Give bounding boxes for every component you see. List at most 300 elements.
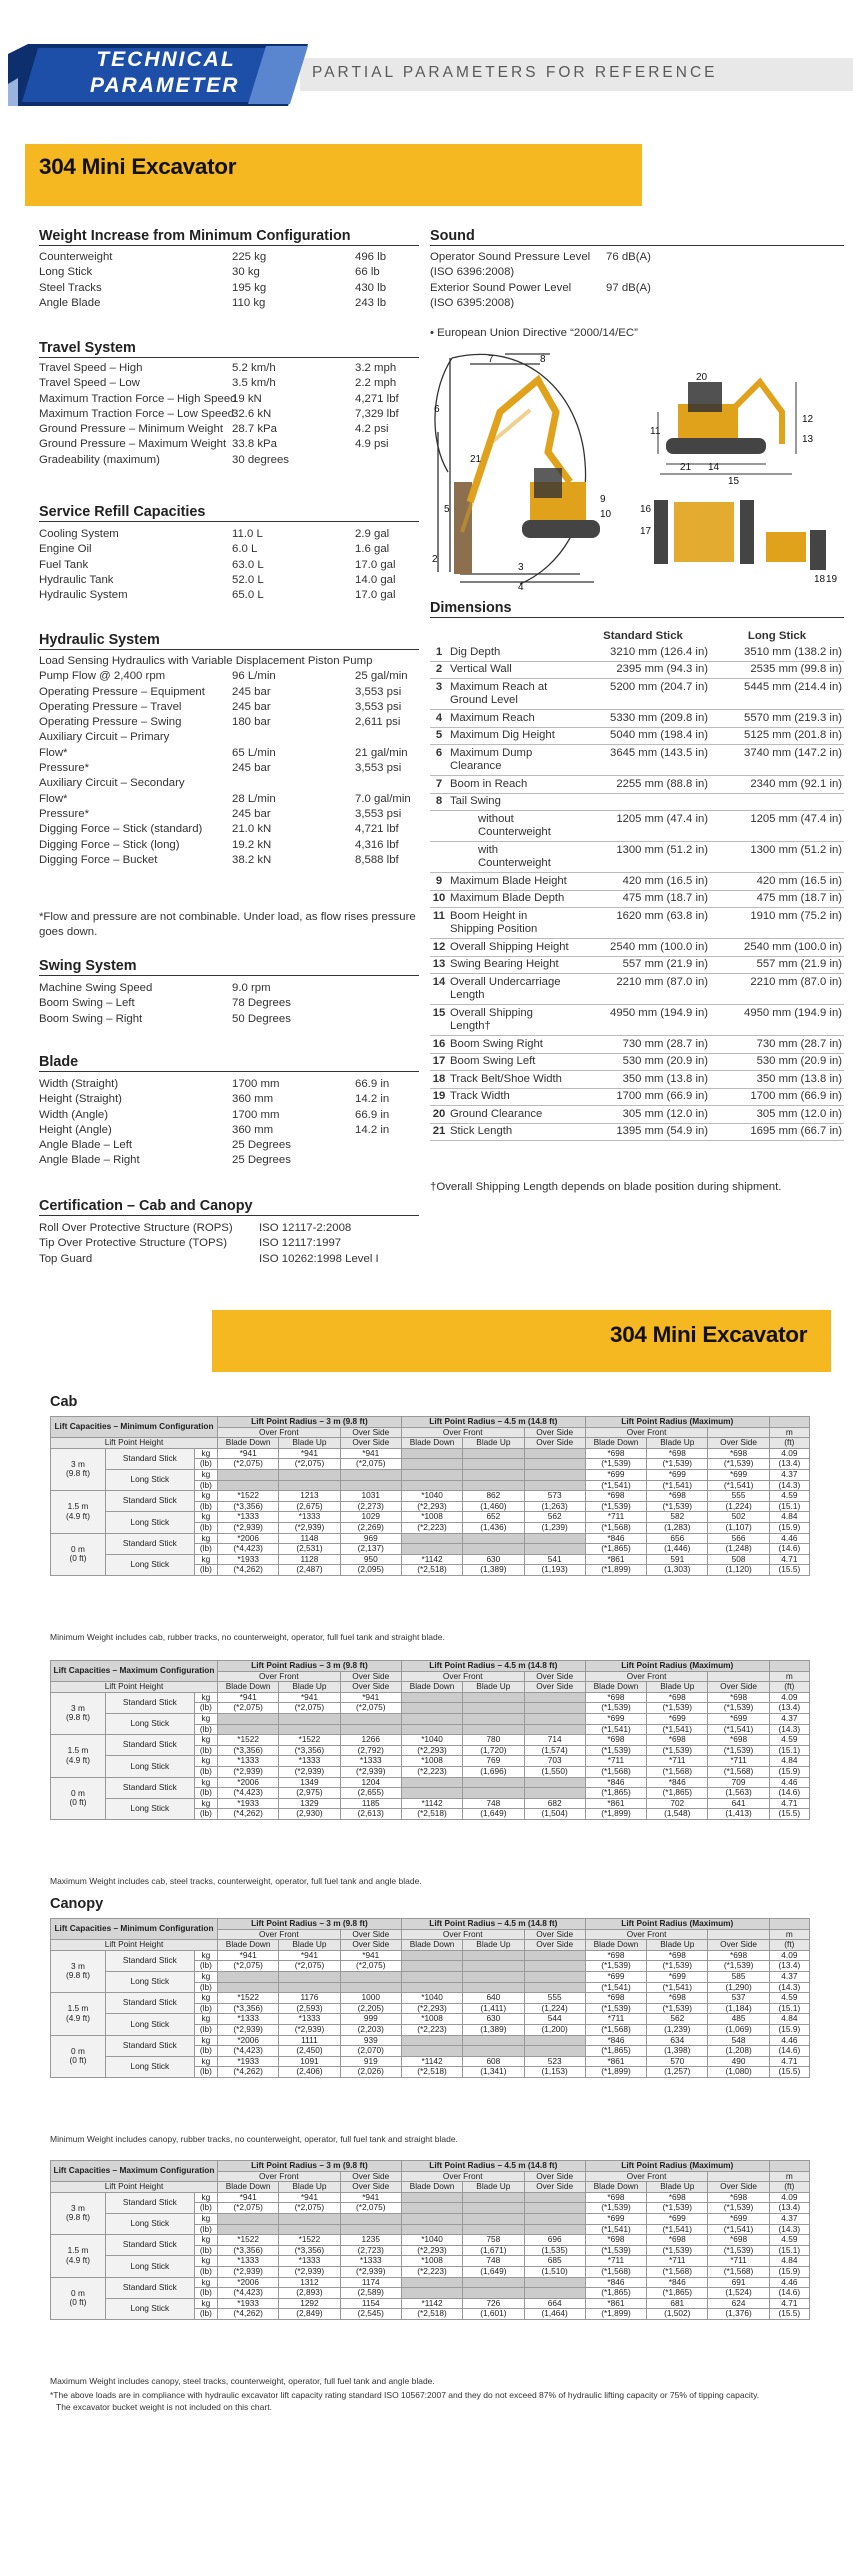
- reach-ft: (13.4): [769, 1961, 809, 1972]
- lift-value: (2,406): [279, 2067, 340, 2078]
- lift-value: *711: [647, 1756, 708, 1767]
- spec-value: 17.0 gal: [355, 558, 396, 571]
- spec-value: 243 lb: [355, 296, 387, 309]
- lift-value: (*4,262): [218, 2067, 279, 2078]
- lift-value: [463, 1971, 524, 1982]
- lift-value: 1000: [340, 1993, 401, 2004]
- lift-value: [463, 1950, 524, 1961]
- lift-value: *698: [708, 2192, 769, 2203]
- diagram-label: 4: [518, 582, 524, 593]
- reach-ft: (14.6): [769, 1788, 809, 1799]
- lift-value: *2006: [218, 1533, 279, 1544]
- travel-row: [39, 361, 419, 376]
- dim-value: 420 mm (16.5 in): [710, 873, 844, 891]
- spec-value: [372, 654, 403, 669]
- lift-value: [524, 1459, 585, 1470]
- dimension-row: [430, 776, 844, 794]
- stick-label: Long Stick: [105, 2056, 194, 2077]
- lift-value: (*1,865): [585, 2046, 646, 2057]
- lift-value: (*2,518): [401, 1809, 462, 1820]
- hydraulic-row: [39, 761, 419, 776]
- spec-value: 1.6 gal: [355, 543, 390, 556]
- dim-number: 19: [430, 1088, 448, 1106]
- lift-value: (2,531): [279, 1544, 340, 1555]
- lift-value: 585: [708, 1971, 769, 1982]
- dim-value: 5200 mm (204.7 in): [576, 679, 710, 710]
- lift-value: [401, 1777, 462, 1788]
- over-side-header: Over Side: [524, 2171, 585, 2182]
- reach-m: 4.46: [769, 1777, 809, 1788]
- lift-value: *698: [647, 1735, 708, 1746]
- lift-value: [401, 1950, 462, 1961]
- spec-label: Steel Tracks: [39, 281, 102, 294]
- spec-value: ISO 12117:1997: [259, 1237, 342, 1250]
- lift-value: (1,290): [708, 1982, 769, 1993]
- lift-value: [463, 2288, 524, 2299]
- spec-value: 3.2 mph: [355, 362, 397, 374]
- lift-value: [463, 1982, 524, 1993]
- lift-value: *1522: [218, 1491, 279, 1502]
- lift-value: (*1,541): [647, 1480, 708, 1491]
- lift-value: (2,137): [340, 1544, 401, 1555]
- lift-value: [218, 2224, 279, 2235]
- lift-value: (*1,539): [647, 1745, 708, 1756]
- unit-kg: kg: [194, 1512, 217, 1523]
- dim-value: 2210 mm (87.0 in): [710, 974, 844, 1005]
- lift-value: *1040: [401, 1735, 462, 1746]
- lift-value: [463, 1480, 524, 1491]
- cert-row: [39, 1252, 419, 1267]
- spec-value: 195 kg: [232, 281, 267, 294]
- dimensions-heading: Dimensions: [430, 600, 844, 618]
- reach-m: 4.84: [769, 2256, 809, 2267]
- dim-value: 2540 mm (100.0 in): [710, 939, 844, 957]
- blade-down-header: Blade Down: [585, 1438, 646, 1449]
- spec-value: 17.0 gal: [355, 589, 396, 602]
- lift-value: (*1,865): [585, 1544, 646, 1555]
- unit-kg: kg: [194, 1469, 217, 1480]
- lift-value: (*1,539): [647, 1703, 708, 1714]
- lift-value: 1174: [340, 2277, 401, 2288]
- lift-value: *699: [647, 2213, 708, 2224]
- over-side-header: [708, 1427, 769, 1438]
- spec-value: 110 kg: [232, 296, 266, 309]
- lift-value: (*2,075): [218, 2203, 279, 2214]
- lift-value: (2,203): [340, 2024, 401, 2035]
- lift-value: (1,208): [708, 2046, 769, 2057]
- lift-cell: [769, 1417, 809, 1428]
- lift-value: 485: [708, 2014, 769, 2025]
- lift-value: (2,095): [340, 1565, 401, 1576]
- stick-label: Long Stick: [105, 1798, 194, 1819]
- lift-value: (*2,223): [401, 1522, 462, 1533]
- spec-label: Pressure*: [39, 762, 90, 775]
- spec-label: Machine Swing Speed: [39, 982, 153, 994]
- lift-value: 939: [340, 2035, 401, 2046]
- table-row: [51, 1756, 810, 1767]
- over-side-header: Over Side: [708, 1438, 769, 1449]
- lift-value: (*4,423): [218, 2288, 279, 2299]
- lift-value: (2,723): [340, 2245, 401, 2256]
- lift-value: (1,283): [647, 1522, 708, 1533]
- lift-value: (*1,539): [585, 2003, 646, 2014]
- lift-height-value: (9.8 ft): [65, 1712, 90, 1723]
- lift-value: [463, 1961, 524, 1972]
- lift-value: [279, 1982, 340, 1993]
- sound-row: [430, 281, 844, 296]
- spec-value: 14.0 gal: [355, 573, 396, 586]
- lift-value: (1,069): [708, 2024, 769, 2035]
- stick-label: Long Stick: [105, 1512, 194, 1533]
- blade-row: [39, 1153, 419, 1168]
- unit-kg: kg: [194, 2213, 217, 2224]
- lift-radius-header: Lift Point Radius – 4.5 m (14.8 ft): [401, 1661, 585, 1672]
- dimensions-note: †Overall Shipping Length depends on blade position during shipment.: [430, 1181, 782, 1193]
- lift-value: [218, 1724, 279, 1735]
- reach-ft: (15.9): [769, 2024, 809, 2035]
- lift-value: *1333: [218, 2256, 279, 2267]
- diagram-label: 6: [434, 404, 440, 415]
- spec-label: Width (Straight): [39, 1078, 119, 1090]
- over-side-header: Over Side: [708, 1940, 769, 1951]
- lift-value: *699: [647, 1713, 708, 1724]
- reach-m: 4.71: [769, 1798, 809, 1809]
- lift-footnote: *The above loads are in compliance with hydraulic excavator lift capacity rating standard ISO 10567:2007 and they do not exceed 87% of hydraulic lifting capacity or 75% of tipping capacity.: [50, 2390, 760, 2400]
- dim-number: 6: [430, 745, 448, 776]
- lift-value: 999: [340, 2014, 401, 2025]
- unit-lb: (lb): [194, 2266, 217, 2277]
- lift-value: *711: [708, 1756, 769, 1767]
- stick-label: Standard Stick: [105, 1692, 194, 1713]
- lift-height-value: (4.9 ft): [65, 2254, 90, 2265]
- reach-ft: (13.4): [769, 1459, 809, 1470]
- lift-value: (*1,541): [585, 1724, 646, 1735]
- unit-kg: kg: [194, 1971, 217, 1982]
- dim-number: 4: [430, 710, 448, 728]
- lift-value: (*2,939): [340, 2266, 401, 2277]
- lift-config-header: Lift Capacities – Maximum Configuration: [51, 1661, 218, 1682]
- over-front-header: Over Front: [218, 1929, 341, 1940]
- spec-value: [765, 296, 844, 311]
- lift-value: [279, 1724, 340, 1735]
- stick-label: Long Stick: [105, 1756, 194, 1777]
- over-side-header: [708, 1929, 769, 1940]
- table-row: [51, 2213, 810, 2224]
- lift-value: 541: [524, 1554, 585, 1565]
- unit-lb: (lb): [194, 1544, 217, 1555]
- lift-radius-header: Lift Point Radius – 4.5 m (14.8 ft): [401, 1919, 585, 1930]
- lift-cell: [769, 1661, 809, 1672]
- dim-value: 1300 mm (51.2 in): [710, 842, 844, 873]
- spec-value: 25 Degrees: [232, 1139, 291, 1152]
- lift-value: (2,205): [340, 2003, 401, 2014]
- lift-value: (*1,865): [585, 1788, 646, 1799]
- lift-table-canopy-max: [50, 2160, 810, 2320]
- diagram-label: 15: [728, 476, 740, 487]
- unit-kg: kg: [194, 2192, 217, 2203]
- blade-up-header: Blade Up: [463, 1438, 524, 1449]
- spec-label: Exterior Sound Power Level: [430, 281, 572, 294]
- lift-value: (1,535): [524, 2245, 585, 2256]
- lift-value: (2,593): [279, 2003, 340, 2014]
- lift-value: [340, 1469, 401, 1480]
- lift-value: (*1,539): [585, 2245, 646, 2256]
- stick-label: Standard Stick: [105, 1777, 194, 1798]
- weight-row: [39, 250, 419, 265]
- header-note: PARTIAL PARAMETERS FOR REFERENCE: [312, 64, 718, 81]
- spec-label: Maximum Traction Force – Low Speed: [39, 407, 234, 420]
- spec-value: 245 bar: [232, 807, 271, 820]
- spec-value: 21 gal/min: [355, 746, 408, 759]
- spec-value: 4.2 psi: [355, 423, 389, 436]
- lift-value: *698: [647, 1692, 708, 1703]
- lift-value: [524, 2035, 585, 2046]
- reach-ft: (15.5): [769, 2309, 809, 2320]
- lift-value: (*4,423): [218, 1544, 279, 1555]
- lift-value: *698: [647, 2235, 708, 2246]
- lift-value: 573: [524, 1491, 585, 1502]
- spec-value: [294, 776, 376, 791]
- spec-value: 32.6 kN: [232, 407, 272, 420]
- over-front-header: Over Front: [585, 1929, 708, 1940]
- spec-label: Boom Swing – Left: [39, 997, 135, 1010]
- swing-heading: Swing System: [39, 958, 419, 976]
- lift-height-value: (4.9 ft): [65, 1510, 90, 1521]
- table-row: [51, 2256, 810, 2267]
- dim-number: 9: [430, 873, 448, 891]
- lift-height-value: (9.8 ft): [65, 2212, 90, 2223]
- spec-value: 66 lb: [355, 266, 380, 279]
- lift-height-value: 3 m: [71, 1960, 85, 1971]
- lift-radius-header: Lift Point Radius – 3 m (9.8 ft): [218, 1919, 402, 1930]
- lift-value: *698: [585, 1448, 646, 1459]
- refill-row: [39, 573, 419, 588]
- table-row: [51, 1971, 810, 1982]
- dim-number: 1: [430, 644, 448, 661]
- over-front-header: Over Front: [218, 1427, 341, 1438]
- lift-value: (*2,075): [340, 1459, 401, 1470]
- spec-value: 96 L/min: [232, 670, 276, 683]
- lift-value: [524, 1469, 585, 1480]
- lift-value: (*3,356): [218, 2245, 279, 2256]
- unit-m-header: m: [769, 1929, 809, 1940]
- lift-value: 1329: [279, 1798, 340, 1809]
- lift-value: *699: [647, 1469, 708, 1480]
- lift-value: 769: [463, 1756, 524, 1767]
- dim-label: Vertical Wall: [448, 661, 576, 679]
- lift-value: (*1,539): [585, 1703, 646, 1714]
- lift-value: (1,389): [463, 2024, 524, 2035]
- lift-value: [524, 2213, 585, 2224]
- hydraulic-row: [39, 838, 419, 853]
- spec-label: Digging Force – Stick (standard): [39, 823, 203, 836]
- over-side-header: Over Side: [340, 2182, 401, 2193]
- spec-value: 4,316 lbf: [355, 838, 399, 851]
- lift-value: (2,487): [279, 1565, 340, 1576]
- dim-number: 8: [430, 793, 448, 811]
- over-front-header: Over Front: [585, 1671, 708, 1682]
- table-row: [51, 2277, 810, 2288]
- lift-value: (*2,518): [401, 1565, 462, 1576]
- lift-height-cell: [51, 1692, 106, 1734]
- lift-value: *698: [585, 1735, 646, 1746]
- diagram-label: 17: [640, 526, 652, 537]
- lift-value: 1266: [340, 1735, 401, 1746]
- lift-value: (*4,423): [218, 1788, 279, 1799]
- lift-value: (1,502): [647, 2309, 708, 2320]
- lift-value: *698: [585, 1993, 646, 2004]
- spec-label: Top Guard: [39, 1252, 93, 1265]
- lift-value: 624: [708, 2298, 769, 2309]
- dim-label: Maximum Blade Height: [448, 873, 576, 891]
- unit-lb: (lb): [194, 2003, 217, 2014]
- reach-ft: (15.1): [769, 1501, 809, 1512]
- lift-value: 685: [524, 2256, 585, 2267]
- lift-value: *698: [585, 2192, 646, 2203]
- lift-value: [340, 1971, 401, 1982]
- stick-label: Standard Stick: [105, 1735, 194, 1756]
- lift-value: 1235: [340, 2235, 401, 2246]
- lift-value: *1933: [218, 2056, 279, 2067]
- cert-row: [39, 1236, 419, 1251]
- dim-value: 2540 mm (100.0 in): [576, 939, 710, 957]
- unit-lb: (lb): [194, 1501, 217, 1512]
- blade-down-header: Blade Down: [585, 2182, 646, 2193]
- lift-value: (*1,539): [708, 1745, 769, 1756]
- lift-value: (*1,865): [585, 2288, 646, 2299]
- stick-label: Standard Stick: [105, 1448, 194, 1469]
- dim-label: Maximum Blade Depth: [448, 890, 576, 908]
- lift-value: *1933: [218, 1554, 279, 1565]
- lift-value: *1333: [340, 2256, 401, 2267]
- diagram-label: 10: [600, 509, 612, 520]
- lift-value: (1,460): [463, 1501, 524, 1512]
- lift-value: 702: [647, 1798, 708, 1809]
- travel-row: [39, 453, 419, 468]
- unit-ft-header: (ft): [769, 2182, 809, 2193]
- lift-height-value: (4.9 ft): [65, 1754, 90, 1765]
- lift-value: *941: [279, 1448, 340, 1459]
- lift-value: (*2,075): [218, 1459, 279, 1470]
- lift-value: *1142: [401, 1554, 462, 1565]
- reach-ft: (14.6): [769, 1544, 809, 1555]
- lift-value: *941: [340, 1692, 401, 1703]
- lift-value: [463, 1692, 524, 1703]
- lift-height-value: 0 m: [71, 2287, 85, 2298]
- blade-up-header: Blade Up: [647, 1682, 708, 1693]
- reach-ft: (14.3): [769, 2224, 809, 2235]
- reach-ft: (15.5): [769, 2067, 809, 2078]
- unit-kg: kg: [194, 1533, 217, 1544]
- spec-value: 3,553 psi: [355, 685, 402, 698]
- table-row: [51, 1950, 810, 1961]
- hydraulic-row: [39, 746, 419, 761]
- lift-value: (*2,293): [401, 1745, 462, 1756]
- spec-label: Engine Oil: [39, 543, 92, 556]
- blade-row: [39, 1077, 419, 1092]
- travel-row: [39, 422, 419, 437]
- spec-value: 25 Degrees: [232, 1154, 291, 1167]
- lift-value: (*3,356): [279, 2245, 340, 2256]
- dim-value: 1395 mm (54.9 in): [576, 1123, 710, 1141]
- lift-value: [401, 1982, 462, 1993]
- dim-value: 3510 mm (138.2 in): [710, 644, 844, 661]
- lift-value: (1,563): [708, 1788, 769, 1799]
- blade-up-header: Blade Up: [279, 1940, 340, 1951]
- dim-value: 730 mm (28.7 in): [710, 1036, 844, 1054]
- dimension-row: [430, 1053, 844, 1071]
- sound-heading: Sound: [430, 228, 844, 246]
- lift-value: (2,589): [340, 2288, 401, 2299]
- lift-value: 630: [463, 1554, 524, 1565]
- diagram-label: 7: [488, 354, 494, 365]
- lift-table-cab-max: [50, 1660, 810, 1820]
- spec-label: Tip Over Protective Structure (TOPS): [39, 1237, 227, 1250]
- dim-number: 17: [430, 1053, 448, 1071]
- stick-label: Long Stick: [105, 2213, 194, 2234]
- hydraulic-row: [39, 822, 419, 837]
- lift-value: (*1,568): [647, 2266, 708, 2277]
- lift-height-value: 0 m: [71, 1787, 85, 1798]
- reach-m: 4.84: [769, 2014, 809, 2025]
- lift-value: [401, 2192, 462, 2203]
- dim-value: 5570 mm (219.3 in): [710, 710, 844, 728]
- travel-row: [39, 392, 419, 407]
- cert-list: [39, 1221, 419, 1267]
- lift-value: [279, 1469, 340, 1480]
- lift-value: *1333: [218, 1512, 279, 1523]
- spec-value: 8,588 lbf: [355, 853, 399, 866]
- spec-value: 2.9 gal: [355, 528, 390, 540]
- reach-ft: (15.9): [769, 1522, 809, 1533]
- spec-value: 245 bar: [232, 762, 271, 775]
- lift-value: (*2,939): [279, 1522, 340, 1533]
- lift-value: [279, 1971, 340, 1982]
- lift-value: (*3,356): [218, 1745, 279, 1756]
- lift-value: *1333: [340, 1756, 401, 1767]
- reach-m: 4.09: [769, 1950, 809, 1961]
- lift-value: *1333: [279, 2256, 340, 2267]
- eu-directive: • European Union Directive “2000/14/EC”: [430, 327, 638, 339]
- blade-row: [39, 1138, 419, 1153]
- header-title-line1: TECHNICAL: [96, 48, 236, 71]
- dim-value: 1300 mm (51.2 in): [576, 842, 710, 873]
- dim-value: 2210 mm (87.0 in): [576, 974, 710, 1005]
- reach-ft: (15.1): [769, 2003, 809, 2014]
- lift-value: (1,224): [708, 1501, 769, 1512]
- spec-value: 360 mm: [232, 1093, 274, 1106]
- lift-value: 582: [647, 1512, 708, 1523]
- dim-value: 420 mm (16.5 in): [576, 873, 710, 891]
- unit-lb: (lb): [194, 1961, 217, 1972]
- spec-value: [355, 1138, 419, 1153]
- unit-kg: kg: [194, 1554, 217, 1565]
- spec-label: Digging Force – Bucket: [39, 853, 158, 866]
- lift-value: [279, 2213, 340, 2224]
- lift-value: (2,930): [279, 1809, 340, 1820]
- dim-value: 2340 mm (92.1 in): [710, 776, 844, 794]
- lift-value: (*2,518): [401, 2309, 462, 2320]
- lift-value: (*2,293): [401, 2003, 462, 2014]
- lift-value: *941: [279, 1692, 340, 1703]
- reach-m: 4.37: [769, 1713, 809, 1724]
- lift-value: (1,574): [524, 1745, 585, 1756]
- dim-value: 4950 mm (194.9 in): [576, 1005, 710, 1036]
- blade-up-header: Blade Up: [463, 2182, 524, 2193]
- lift-value: *1933: [218, 2298, 279, 2309]
- blade-down-header: Blade Down: [401, 1438, 462, 1449]
- lift-value: 862: [463, 1491, 524, 1502]
